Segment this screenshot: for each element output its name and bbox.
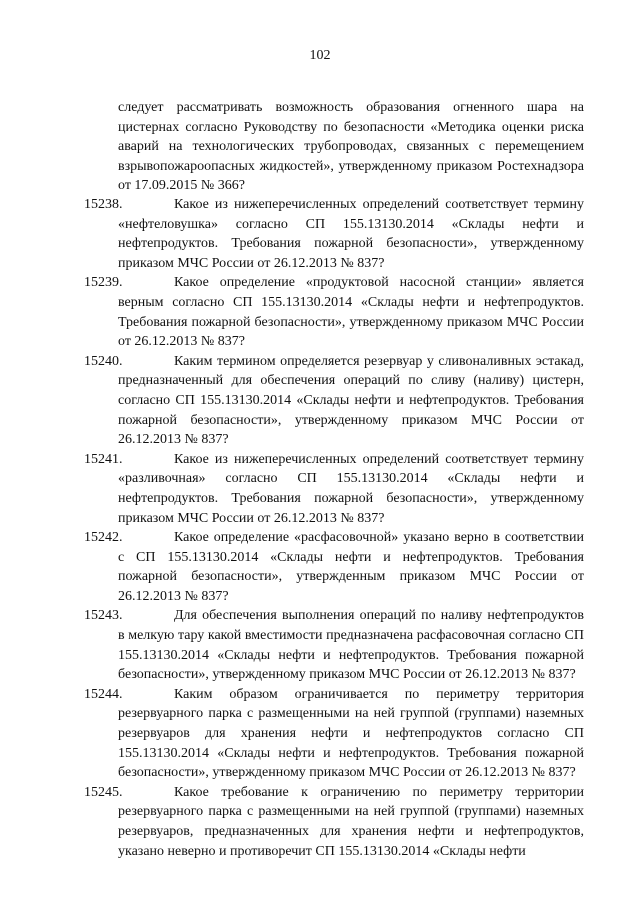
question-list bbox=[84, 195, 584, 861]
question-item bbox=[84, 685, 584, 783]
question-item bbox=[84, 783, 584, 861]
question-number: 15243. bbox=[84, 608, 123, 624]
page-number: 102 bbox=[309, 48, 331, 63]
continuation-text: следует рассматривать возможность образования огненного шара на цистернах согласно Руководству по безопасности «Методика оценки риска аварий на технологических трубопроводах, связанных с перемещением взрывопожароопасных жидкостей», утвержденному приказом Ростехнадзора от 17.09.2015 № 366? bbox=[118, 100, 584, 194]
question-number: 15240. bbox=[84, 353, 123, 369]
question-text: Каким образом ограничивается по периметру территория резервуарного парка с размещенными на ней группой (группами) наземных резервуаров для хранения нефти и нефтепродуктов согласно СП 155.13130.2014 «Склады нефти и нефтепродуктов. Требования пожарной безопасности», утвержденному приказом МЧС России от 26.12.2013 № 837? bbox=[118, 686, 584, 781]
question-text: Какое из нижеперечисленных определений соответствует термину «нефтеловушка» согласно СП 155.13130.2014 «Склады нефти и нефтепродуктов. Требования пожарной безопасности», утвержденному приказом МЧС России от 26.12.2013 № 837? bbox=[118, 197, 584, 271]
question-item bbox=[84, 528, 584, 606]
question-text: Какое определение «расфасовочной» указано верно в соответствии с СП 155.13130.2014 «Склады нефти и нефтепродуктов. Требования пожарной безопасности», утвержденным приказом МЧС России от 26.12.2013 № 837? bbox=[118, 530, 584, 604]
question-item bbox=[84, 195, 584, 273]
question-item bbox=[84, 352, 584, 450]
continuation-paragraph bbox=[118, 98, 584, 196]
question-number: 15241. bbox=[84, 451, 123, 467]
question-number: 15244. bbox=[84, 686, 123, 702]
question-item bbox=[84, 606, 584, 684]
question-number: 15238. bbox=[84, 197, 123, 212]
question-item bbox=[84, 450, 584, 528]
question-text: Какое из нижеперечисленных определений соответствует термину «разливочная» согласно СП 155.13130.2014 «Склады нефти и нефтепродуктов. Требования пожарной безопасности», утвержденному приказом МЧС России от 26.12.2013 № 837? bbox=[118, 451, 584, 526]
question-text: Каким термином определяется резервуар у сливоналивных эстакад, предназначенный для обеспечения операций по сливу (наливу) цистерн, согласно СП 155.13130.2014 «Склады нефти и нефтепродуктов. Требования пожарной безопасности», утвержденному приказом МЧС России от 26.12.2013 № 837? bbox=[118, 353, 584, 448]
question-text: Для обеспечения выполнения операций по наливу нефтепродуктов в мелкую тару какой вместимости предназначена расфасовочная согласно СП 155.13130.2014 «Склады нефти и нефтепродуктов. Требования пожарной безопасности», утвержденному приказом МЧС России от 26.12.2013 № 837? bbox=[118, 608, 584, 683]
question-number: 15245. bbox=[84, 784, 123, 800]
question-text: Какое определение «продуктовой насосной станции» является верным согласно СП 155.13130.2014 «Склады нефти и нефтепродуктов. Требования пожарной безопасности», утвержденному приказом МЧС России от 26.12.2013 № 837? bbox=[118, 275, 584, 350]
question-text: Какое требование к ограничению по периметру территории резервуарного парка с размещенными на ней группой (группами) наземных резервуаров, предназначенных для хранения нефти и нефтепродуктов, указано неверно и противоречит СП 155.13130.2014 «Склады нефти bbox=[118, 784, 584, 859]
question-number: 15242. bbox=[84, 530, 123, 546]
question-item bbox=[84, 273, 584, 351]
question-number: 15239. bbox=[84, 275, 123, 291]
